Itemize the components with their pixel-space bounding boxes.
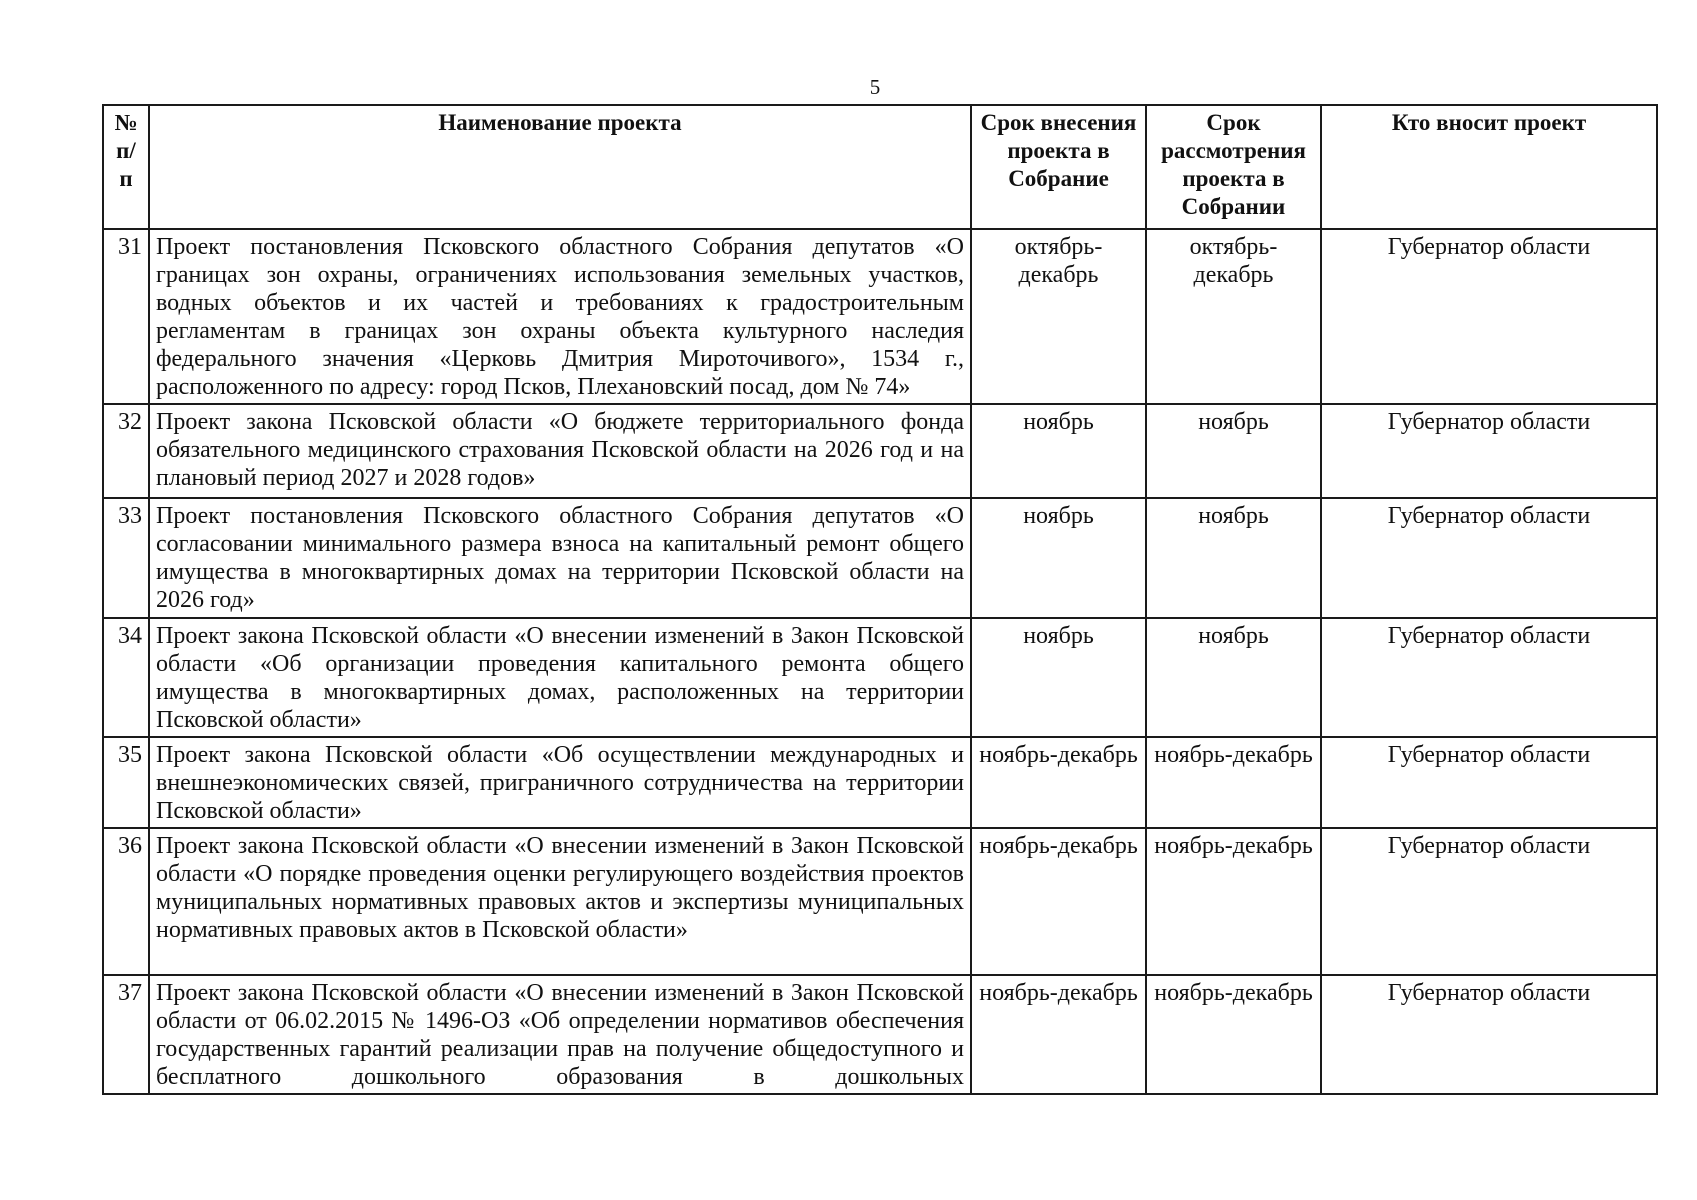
review-term: ноябрь-декабрь	[1146, 975, 1321, 1094]
review-term: октябрь-декабрь	[1146, 229, 1321, 404]
header-submitted-by: Кто вносит проект	[1321, 105, 1657, 229]
header-number: № п/п	[103, 105, 149, 229]
submitted-by: Губернатор области	[1321, 975, 1657, 1094]
submission-term: ноябрь	[971, 404, 1146, 498]
project-name: Проект постановления Псковского областного Собрания депутатов «О границах зон охраны, ограничениях использования земельных участков, водных объектов и их частей и требованиях к градостроительным регламентам в границах зон охраны объекта культурного наследия федерального значения «Церковь Дмитрия Мироточивого», 1534 г., расположенного по адресу: город Псков, Плехановский посад, дом № 74»	[149, 229, 971, 404]
review-term: ноябрь	[1146, 618, 1321, 737]
submitted-by: Губернатор области	[1321, 618, 1657, 737]
row-number: 37	[103, 975, 149, 1094]
row-number: 35	[103, 737, 149, 828]
submission-term: ноябрь	[971, 498, 1146, 618]
submitted-by: Губернатор области	[1321, 404, 1657, 498]
table-row	[103, 737, 1657, 828]
review-term: ноябрь-декабрь	[1146, 737, 1321, 828]
table-row	[103, 828, 1657, 975]
project-name: Проект закона Псковской области «О внесении изменений в Закон Псковской области «О порядке проведения оценки регулирующего воздействия проектов муниципальных нормативных правовых актов и экспертизы муниципальных нормативных правовых актов в Псковской области»	[149, 828, 971, 975]
submission-term: ноябрь-декабрь	[971, 975, 1146, 1094]
review-term: ноябрь-декабрь	[1146, 828, 1321, 975]
row-number: 34	[103, 618, 149, 737]
project-name: Проект закона Псковской области «Об осуществлении международных и внешнеэкономических связей, приграничного сотрудничества на территории Псковской области»	[149, 737, 971, 828]
table-row	[103, 498, 1657, 618]
page-number: 5	[869, 75, 881, 99]
submitted-by: Губернатор области	[1321, 737, 1657, 828]
project-name: Проект закона Псковской области «О внесении изменений в Закон Псковской области «Об организации проведения капитального ремонта общего имущества в многоквартирных домах, расположенных на территории Псковской области»	[149, 618, 971, 737]
project-name: Проект закона Псковской области «О бюджете территориального фонда обязательного медицинского страхования Псковской области на 2026 год и на плановый период 2027 и 2028 годов»	[149, 404, 971, 498]
table-row	[103, 618, 1657, 737]
project-name: Проект постановления Псковского областного Собрания депутатов «О согласовании минимального размера взноса на капитальный ремонт общего имущества в многоквартирных домах на территории Псковской области на 2026 год»	[149, 498, 971, 618]
submitted-by: Губернатор области	[1321, 828, 1657, 975]
table-row	[103, 975, 1657, 1094]
row-number: 31	[103, 229, 149, 404]
table-row	[103, 229, 1657, 404]
header-review-term: Срок рассмотрения проекта в Собрании	[1146, 105, 1321, 229]
header-submission-term: Срок внесения проекта в Собрание	[971, 105, 1146, 229]
review-term: ноябрь	[1146, 404, 1321, 498]
table-row	[103, 404, 1657, 498]
row-number: 36	[103, 828, 149, 975]
submitted-by: Губернатор области	[1321, 229, 1657, 404]
project-name: Проект закона Псковской области «О внесении изменений в Закон Псковской области от 06.02.2015 № 1496-ОЗ «Об определении нормативов обеспечения государственных гарантий реализации прав на получение общедоступного и бесплатного дошкольного образования в дошкольных	[149, 975, 971, 1094]
table-header-row	[103, 105, 1657, 229]
submission-term: октябрь-декабрь	[971, 229, 1146, 404]
submission-term: ноябрь	[971, 618, 1146, 737]
row-number: 32	[103, 404, 149, 498]
header-project-name: Наименование проекта	[149, 105, 971, 229]
row-number: 33	[103, 498, 149, 618]
submission-term: ноябрь-декабрь	[971, 828, 1146, 975]
submission-term: ноябрь-декабрь	[971, 737, 1146, 828]
review-term: ноябрь	[1146, 498, 1321, 618]
legislative-plan-table	[102, 104, 1658, 1095]
submitted-by: Губернатор области	[1321, 498, 1657, 618]
